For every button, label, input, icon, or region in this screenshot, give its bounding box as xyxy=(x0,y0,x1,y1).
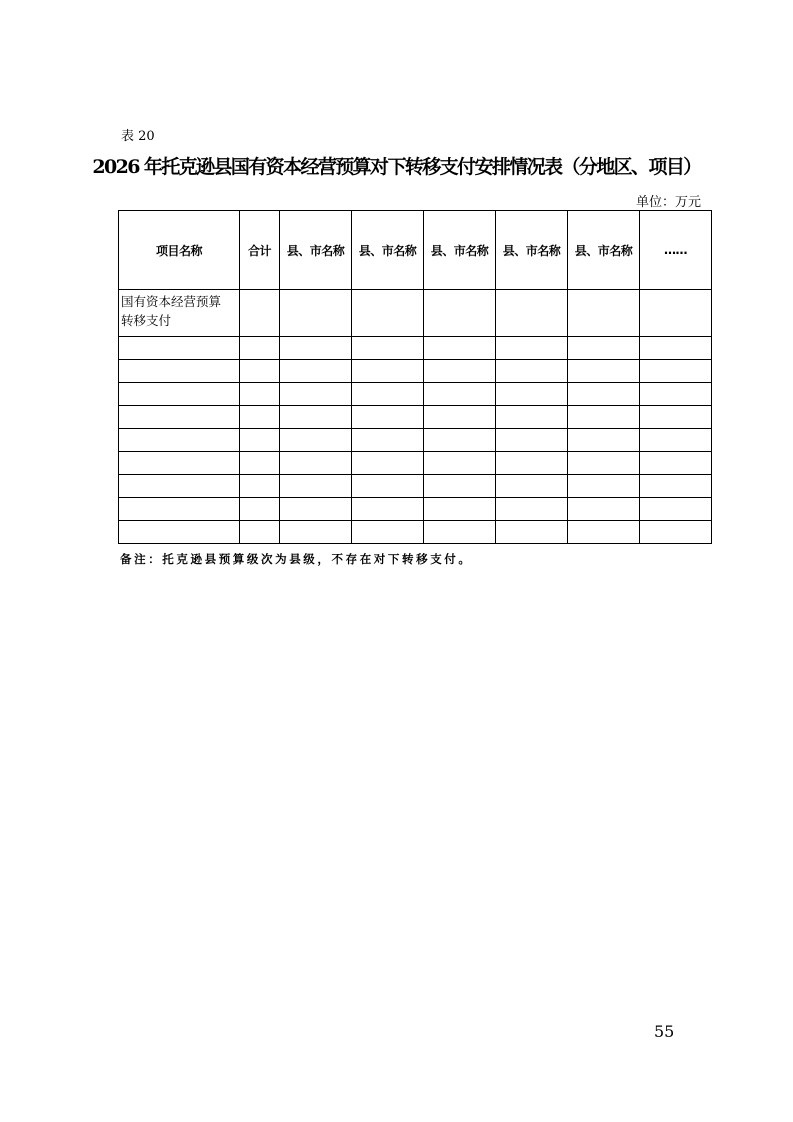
table-cell xyxy=(568,452,640,475)
unit-label: 单位：万元 xyxy=(635,195,701,210)
table-cell xyxy=(640,360,712,383)
table-cell xyxy=(352,521,424,544)
table-row xyxy=(119,475,712,498)
table-cell xyxy=(640,337,712,360)
column-header-county-2: 县、市名称 xyxy=(352,211,424,290)
column-header-item-name: 项目名称 xyxy=(119,211,240,290)
table-cell xyxy=(640,475,712,498)
table-cell xyxy=(352,290,424,337)
table-cell xyxy=(119,360,240,383)
column-header-county-5: 县、市名称 xyxy=(568,211,640,290)
table-cell xyxy=(352,406,424,429)
table-cell xyxy=(568,360,640,383)
table-cell xyxy=(240,521,280,544)
table-number-label: 表 20 xyxy=(121,129,155,144)
table-row xyxy=(119,383,712,406)
table-cell xyxy=(496,406,568,429)
table-row xyxy=(119,429,712,452)
column-header-county-3: 县、市名称 xyxy=(424,211,496,290)
table-cell xyxy=(496,429,568,452)
table-cell xyxy=(424,452,496,475)
table-cell xyxy=(280,521,352,544)
table-header-row xyxy=(119,211,712,290)
table-cell xyxy=(568,429,640,452)
table-cell xyxy=(496,475,568,498)
table-row xyxy=(119,337,712,360)
table-cell xyxy=(568,521,640,544)
table-row xyxy=(119,290,712,337)
table-cell xyxy=(424,498,496,521)
table-cell xyxy=(352,498,424,521)
transfer-payment-table xyxy=(118,210,712,544)
table-cell xyxy=(496,498,568,521)
table-cell xyxy=(119,521,240,544)
table-row xyxy=(119,498,712,521)
table-cell xyxy=(280,498,352,521)
table-cell xyxy=(640,406,712,429)
table-cell xyxy=(424,521,496,544)
column-header-total: 合计 xyxy=(240,211,280,290)
table-cell xyxy=(240,360,280,383)
table-cell xyxy=(280,475,352,498)
table-cell xyxy=(119,337,240,360)
table-cell xyxy=(496,521,568,544)
table-cell xyxy=(568,498,640,521)
table-cell xyxy=(280,360,352,383)
table-cell xyxy=(424,383,496,406)
table-cell xyxy=(568,406,640,429)
table-cell xyxy=(280,337,352,360)
table-cell xyxy=(352,475,424,498)
table-row xyxy=(119,452,712,475)
table-body xyxy=(119,290,712,544)
footnote: 备注：托克逊县预算级次为县级，不存在对下转移支付。 xyxy=(120,552,473,566)
column-header-ellipsis: …… xyxy=(640,211,712,290)
item-name-line-2: 转移支付 xyxy=(121,313,172,328)
table-cell xyxy=(280,290,352,337)
table-cell xyxy=(240,498,280,521)
table-cell xyxy=(568,383,640,406)
table-cell xyxy=(352,337,424,360)
table-cell xyxy=(280,452,352,475)
table-cell xyxy=(240,429,280,452)
table-cell xyxy=(640,498,712,521)
item-name-cell xyxy=(119,290,240,337)
table-row xyxy=(119,406,712,429)
table-cell xyxy=(352,360,424,383)
table-cell xyxy=(119,406,240,429)
table-cell xyxy=(640,290,712,337)
table-cell xyxy=(640,429,712,452)
column-header-county-1: 县、市名称 xyxy=(280,211,352,290)
table-cell xyxy=(352,429,424,452)
document-title: 2026 年托克逊县国有资本经营预算对下转移支付安排情况表（分地区、项目） xyxy=(92,156,701,178)
table-cell xyxy=(280,429,352,452)
table-cell xyxy=(240,452,280,475)
table-cell xyxy=(640,383,712,406)
table-row xyxy=(119,521,712,544)
table-cell xyxy=(424,337,496,360)
table-cell xyxy=(240,383,280,406)
table-cell xyxy=(496,290,568,337)
table-cell xyxy=(424,475,496,498)
table-cell xyxy=(119,429,240,452)
table-cell xyxy=(280,406,352,429)
table-cell xyxy=(568,337,640,360)
table-cell xyxy=(496,452,568,475)
table-cell xyxy=(352,452,424,475)
table-row xyxy=(119,360,712,383)
table-cell xyxy=(119,498,240,521)
table-cell xyxy=(424,360,496,383)
table-cell xyxy=(568,290,640,337)
table-cell xyxy=(352,383,424,406)
column-header-county-4: 县、市名称 xyxy=(496,211,568,290)
table-cell xyxy=(640,521,712,544)
page-number: 55 xyxy=(654,1022,675,1041)
table-cell xyxy=(119,475,240,498)
item-name-line-1: 国有资本经营预算 xyxy=(121,294,222,309)
table-cell xyxy=(240,475,280,498)
table-cell xyxy=(424,429,496,452)
table-cell xyxy=(640,452,712,475)
table-cell xyxy=(496,337,568,360)
table-cell xyxy=(240,337,280,360)
table-cell xyxy=(119,452,240,475)
table-cell xyxy=(240,406,280,429)
table-cell xyxy=(424,290,496,337)
table-cell xyxy=(424,406,496,429)
table-cell xyxy=(240,290,280,337)
table-cell xyxy=(496,360,568,383)
table-cell xyxy=(568,475,640,498)
table-cell xyxy=(496,383,568,406)
table-cell xyxy=(280,383,352,406)
table-cell xyxy=(119,383,240,406)
